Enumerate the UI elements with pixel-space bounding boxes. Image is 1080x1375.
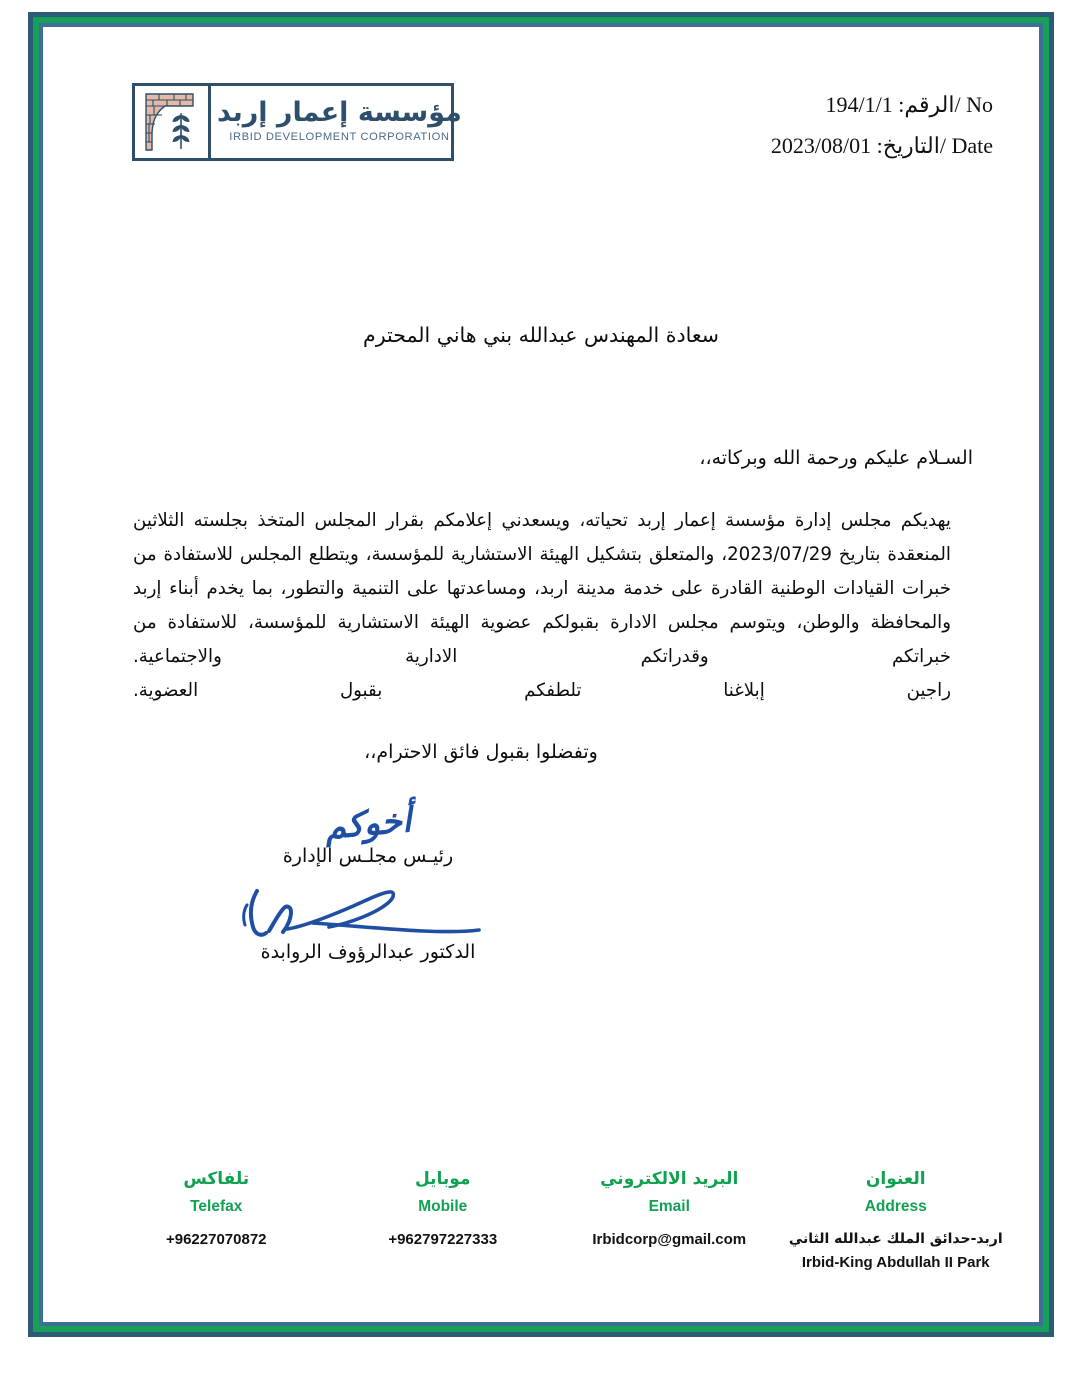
footer-contact-bar: [103, 1167, 1009, 1275]
logo-arabic-name: مؤسسة إعمار إربد: [217, 97, 462, 129]
footer-value-mobile: +962797227333: [388, 1230, 498, 1248]
footer-label-ar: العنوان: [865, 1169, 926, 1189]
closing-line: وتفضلوا بقبول فائق الاحترام،،: [364, 741, 598, 763]
paragraph-closing-request: راجين إبلاغنا تلطفكم بقبول العضوية.: [133, 680, 951, 701]
footer-label-en: Address: [864, 1197, 927, 1215]
handwritten-salutation: أخوكم: [323, 800, 413, 848]
footer-label-en: Telefax: [190, 1197, 243, 1215]
logo-english-name: IRBID DEVELOPMENT CORPORATION: [229, 130, 450, 143]
footer-column-email: [556, 1167, 783, 1252]
footer-label-en: Email: [648, 1197, 690, 1215]
signature-block: [183, 800, 553, 963]
signatory-title: رئيـس مجلـس الإدارة: [282, 845, 454, 867]
greeting-line: السـلام عليكم ورحمة الله وبركاته،،: [699, 447, 973, 469]
logo-wordmark: [211, 86, 468, 158]
reference-date: Date /التاريخ: 2023/08/01: [770, 132, 993, 158]
organization-logo: [132, 83, 462, 161]
letter-content: [43, 27, 1039, 1322]
footer-value-telefax: +96227070872: [165, 1230, 267, 1248]
brick-arch-icon: [143, 91, 201, 153]
footer-value-address-ar: اربد-حدائق الملك عبدالله الثاني: [788, 1230, 1003, 1247]
reference-block: [771, 85, 993, 166]
letter-paragraph: [133, 504, 951, 708]
footer-column-address: [783, 1167, 1010, 1275]
wheat-stalk-icon: [172, 113, 189, 149]
reference-number: No /الرقم: 194/1/1: [825, 92, 993, 117]
footer-value-email[interactable]: Irbidcorp@gmail.com: [592, 1230, 747, 1248]
footer-label-ar: تلفاكس: [183, 1169, 250, 1189]
footer-label-ar: موبايل: [414, 1169, 471, 1189]
addressee-line: سعادة المهندس عبدالله بني هاني المحترم: [363, 323, 719, 347]
logo-mark: [135, 86, 211, 158]
signatory-name: الدكتور عبدالرؤوف الروابدة: [260, 941, 476, 963]
footer-column-telefax: [103, 1167, 330, 1252]
footer-column-mobile: [330, 1167, 557, 1252]
footer-label-en: Mobile: [418, 1197, 468, 1215]
footer-label-ar: البريد الالكتروني: [600, 1169, 739, 1189]
footer-value-address-en: Irbid-King Abdullah II Park: [801, 1254, 990, 1272]
handwritten-signature-icon: [183, 879, 553, 945]
paragraph-main-text: يهديكم مجلس إدارة مؤسسة إعمار إربد تحياته، ويسعدني إعلامكم بقرار المجلس المتخذ بجلسته الثلاثين المنعقدة بتاريخ 2023/07/29، والمتعلق بتشكيل الهيئة الاستشارية للمؤسسة، ويتطلع المجلس للاستفادة من خبرات القيادات الوطنية القادرة على خدمة مدينة اربد، ومساعدتها على التنمية والتطور، بما يخدم أبناء إربد والمحافظة والوطن، ويتوسم مجلس الادارة بقبولكم عضوية الهيئة الاستشارية للمؤسسة، للاستفادة من خبراتكم وقدراتكم الادارية والاجتماعية.: [133, 510, 951, 667]
